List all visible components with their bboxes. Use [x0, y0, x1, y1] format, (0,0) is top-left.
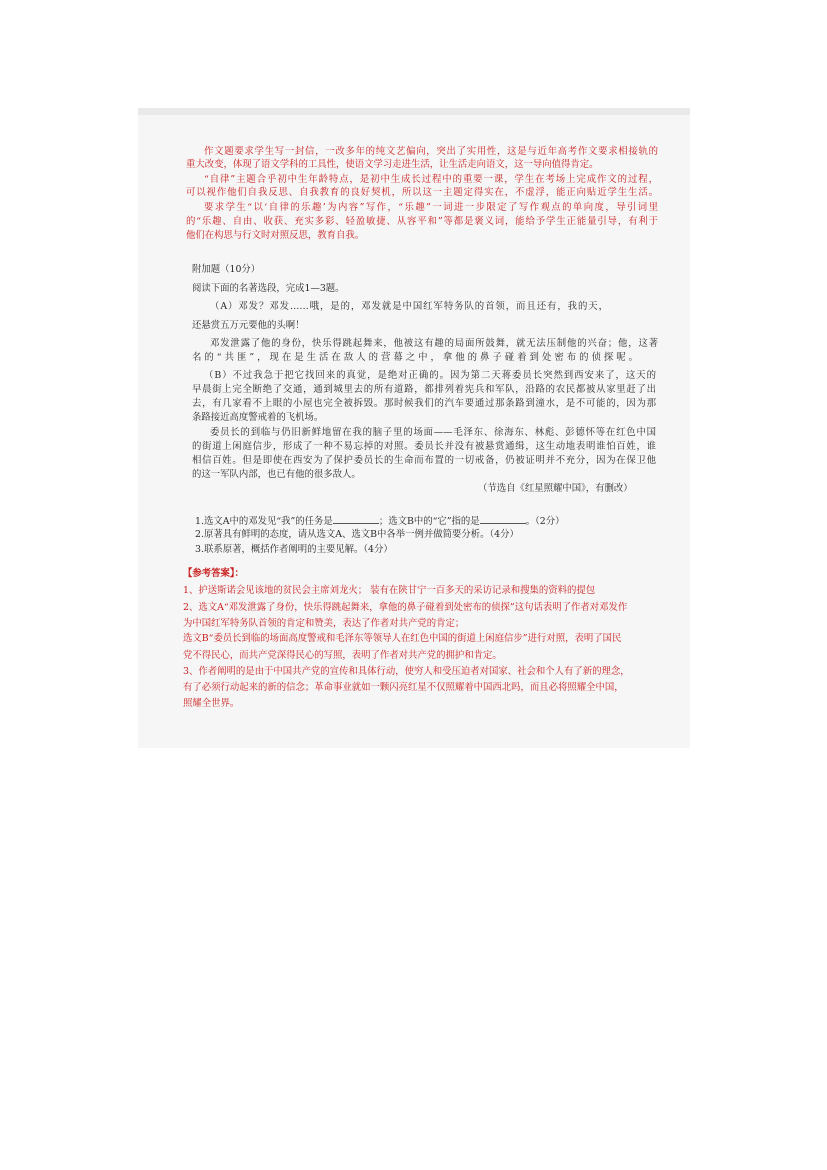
- passage-b-line: 早晨街上完全断绝了交通，通到城里去的所有道路，都排列着宪兵和军队，沿路的农民都被从家里赶了出: [192, 384, 656, 395]
- commentary-line: 的“乐趣、自由、收获、充实多彩、轻盈敏捷、从容平和”等都是褒义词，能给予学生正能量引导，有利于: [186, 216, 658, 227]
- commentary-line: “自律”主题合乎初中生年龄特点，是初中生成长过程中的重要一课，学生在考场上完成作文的过程，: [204, 174, 658, 185]
- passage-b-line: 的这一军队内部，也已有他的很多敌人。: [192, 469, 361, 480]
- answers-heading: 【参考答案】：: [183, 568, 244, 579]
- answer-line: 有了必须行动起来的新的信念；革命事业就如一颗闪亮红星不仅照耀着中国西北吗，而且必将照耀全中国，: [183, 682, 624, 693]
- commentary-line: 作文题要求学生写一封信，一改多年的纯文艺偏向，突出了实用性，这是与近年高考作文要求相接轨的: [204, 146, 658, 157]
- question-1: [195, 514, 564, 528]
- answer-blank: [333, 514, 379, 524]
- question-1-part: ；选文B中的“它”指的是: [378, 516, 480, 527]
- answer-line: 为中国红军特务队首领的肯定和赞美，表达了作者对共产党的肯定；: [183, 618, 465, 629]
- answer-blank: [480, 514, 526, 524]
- passage-b-line: 相信百姓。但是即使在西安为了保护委员长的生命而布置的一切戒备，仍被证明并不充分，因为在保卫他: [192, 455, 656, 466]
- passage-b-line: （B）不过我急于把它找回来的真觉，是绝对正确的。因为第二天蒋委员长突然到西安来了，这天的: [204, 370, 656, 381]
- passage-a-line: 还悬赏五万元要他的头啊！: [192, 320, 305, 331]
- question-3: 3.联系原著，概括作者阐明的主要见解。（4分）: [195, 544, 393, 555]
- answer-line: 3、作者阐明的是由于中国共产党的宣传和具体行动，使穷人和受压迫者对国家、社会和个人有了新的理念，: [183, 666, 630, 677]
- passage-a-line: 名的“共匪”，现在是生活在敌人的营幕之中，拿他的鼻子碰着到处密布的侦探呢。: [192, 352, 638, 363]
- question-2: 2.原著具有鲜明的态度，请从选文A、选文B中各举一例并做简要分析。（4分）: [195, 529, 519, 540]
- passage-a-line: （A）邓发？邓发……哦，是的，邓发就是中国红军特务队的首领，而且还有，我的天，: [210, 301, 608, 312]
- passage-b-line: 去，有几家看不上眼的小屋也完全被拆毁。那时候我们的汽车要通过那条路到潼水，是不可能的，因为那: [192, 398, 656, 409]
- answer-line: 选文B“委员长到临的场面高度警戒和毛泽东等领导人在红色中国的街道上闲庭信步”进行对照，表明了国民: [183, 633, 622, 644]
- passage-a-line: 邓发泄露了他的身份，快乐得跳起舞来，他被这有趣的局面所鼓舞，就无法压制他的兴奋；他，这著: [210, 338, 658, 349]
- commentary-line: 重大改变，体现了语文学科的工具性，使语文学习走进生活，让生活走向语文，这一导向值得肯定。: [186, 159, 599, 170]
- passage-b-line: 条路接近高度警戒着的飞机场。: [192, 412, 324, 423]
- question-1-part: 1.选文A中的邓发见“我”的任务是: [195, 516, 333, 527]
- answer-line: 2、选文A“邓发泄露了身份，快乐得跳起舞来，拿他的鼻子碰着到处密布的侦探”这句话表明了作者对邓发作: [183, 602, 628, 613]
- scan-top-edge: [138, 108, 690, 115]
- answer-line: 党不得民心，而共产党深得民心的写照，表明了作者对共产党的拥护和肯定。: [183, 650, 502, 661]
- source-note: （节选自《红星照耀中国》，有删改）: [478, 483, 633, 494]
- commentary-line: 他们在构思与行文时对照反思，教育自我。: [186, 230, 365, 241]
- bonus-title: 附加题（10分）: [192, 264, 261, 275]
- bonus-instruction: 阅读下面的名著选段，完成1—3题。: [192, 283, 345, 294]
- commentary-line: 要求学生“以‘自律的乐趣’为内容”写作，“乐趣”一词进一步限定了写作观点的单向度，导引词里: [204, 202, 658, 213]
- question-1-part: 。（2分）: [525, 516, 565, 527]
- answer-line: 1、护送斯诺会见该地的贫民会主席刘龙火； 装有在陕甘宁一百多天的采访记录和搜集的资料的提包: [183, 585, 596, 596]
- answer-line: 照耀全世界。: [183, 698, 240, 709]
- commentary-line: 可以视作他们自我反思、自我教育的良好契机，所以这一主题定得实在，不虚浮，能正向贴近学生生活。: [186, 187, 658, 198]
- passage-b-line: 的街道上闲庭信步，形成了一种不易忘掉的对照。委员长并没有被悬赏通缉，这生动地表明谁怕百姓，谁: [192, 441, 656, 452]
- passage-b-line: 委员长的到临与仍旧新鲜地留在我的脑子里的场面——毛泽东、徐海东、林彪、彭德怀等在红色中国: [210, 427, 656, 438]
